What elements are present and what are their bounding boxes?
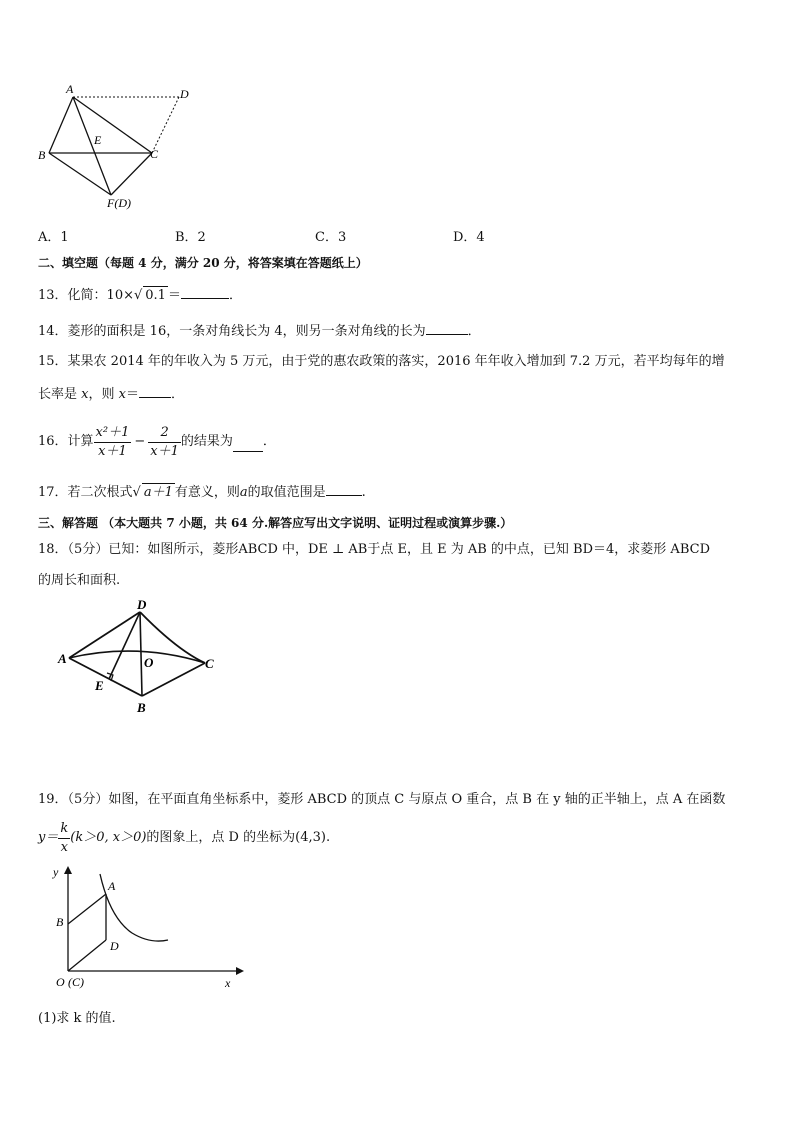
fraction-1: $\frac{\text{x²＋1}}{x+1}$ xyxy=(95,424,130,459)
label-A: A xyxy=(58,651,67,666)
question-15-line2: 长率是 x，则 x＝ ． xyxy=(38,387,184,402)
label-A: A xyxy=(108,879,116,893)
answer-blank-16[interactable] xyxy=(233,439,263,452)
label-D: D xyxy=(180,87,189,101)
label-C: (C) xyxy=(68,975,84,989)
label-B: B xyxy=(38,148,46,162)
question-18-line2: 的周长和面积. xyxy=(38,573,121,588)
question-13: 13．化简：10×√ 0.1 ＝ ． xyxy=(38,288,242,303)
option-c[interactable]: C．3 xyxy=(315,230,347,245)
answer-blank-14[interactable] xyxy=(426,322,468,335)
label-B: B xyxy=(137,700,146,715)
section2-title: 二、填空题（每题 4 分，满分 20 分，将答案填在答题纸上） xyxy=(38,256,368,270)
option-a[interactable]: A．1 xyxy=(38,230,69,245)
question-19-part1: (1)求 k 的值. xyxy=(38,1011,116,1026)
label-C: C xyxy=(150,147,159,161)
option-d[interactable]: D．4 xyxy=(453,230,485,245)
label-O: O xyxy=(56,975,65,989)
figure-rhombus-top xyxy=(30,80,205,215)
section3-title: 三、解答题 （本大题共 7 小题，共 64 分.解答应写出文字说明、证明过程或演算步骤.） xyxy=(38,516,513,530)
question-18-line1: 18．（5分）已知：如图所示，菱形ABCD 中，DE ⊥ AB于点 E，且 E 为 AB 的中点，已知 BD＝4，求菱形 ABCD xyxy=(38,542,710,557)
question-19-line1: 19．（5分）如图，在平面直角坐标系中，菱形 ABCD 的顶点 C 与原点 O 重合，点 B 在 y 轴的正半轴上，点 A 在函数 xyxy=(38,792,726,807)
label-D: D xyxy=(137,597,147,612)
fraction-2: $\frac{2}{x+1}$ xyxy=(150,424,179,459)
label-B: B xyxy=(56,915,64,929)
label-D: D xyxy=(110,939,119,953)
answer-blank-17[interactable] xyxy=(326,483,362,496)
label-x: x xyxy=(225,976,231,990)
figure-18-rhombus xyxy=(52,590,232,720)
question-16: 16．计算 $\frac{\text{x²＋1}}{x+1}$ − $\frac{2}{x+1}$ 的结果为 ． xyxy=(38,424,276,459)
question-17: 17．若二次根式√ a＋1 有意义，则a的取值范围是 . xyxy=(38,485,366,500)
question-15-line1: 15．某果农 2014 年的年收入为 5 万元，由于党的惠农政策的落实，2016 年年收入增加到 7.2 万元，若平均每年的增 xyxy=(38,354,725,369)
answer-blank-13[interactable] xyxy=(181,286,229,299)
figure-19-coordinate xyxy=(40,858,250,993)
question-19-line2: y＝ $\frac{k}{x}$ (k＞0, x＞0) 的图象上，点 D 的坐标为 (4,3) . xyxy=(38,820,331,855)
label-y: y xyxy=(53,865,59,879)
label-E: E xyxy=(95,678,104,693)
label-E: E xyxy=(94,133,102,147)
label-F: F(D) xyxy=(107,196,131,210)
dotted-dc xyxy=(152,97,179,153)
label-O: O xyxy=(144,655,154,670)
option-b[interactable]: B．2 xyxy=(175,230,206,245)
label-C: C xyxy=(205,656,214,671)
label-A: A xyxy=(66,82,74,96)
answer-blank-15[interactable] xyxy=(139,385,171,398)
question-14: 14．菱形的面积是 16，一条对角线长为 4，则另一条对角线的长为 ． xyxy=(38,324,481,339)
